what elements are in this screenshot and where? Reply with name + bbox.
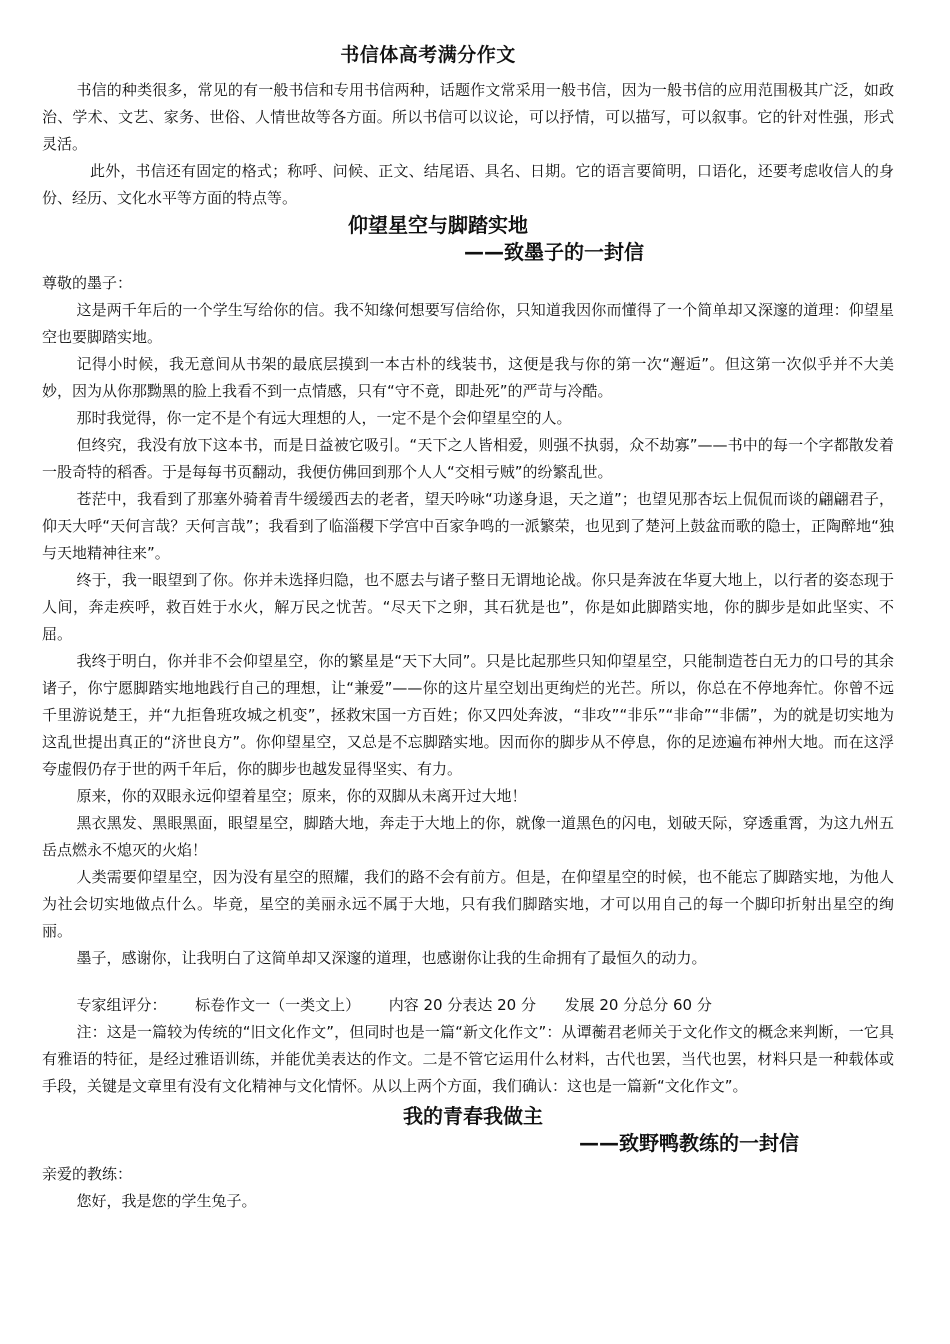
letter1-paragraph: 黑衣黑发、黑眼黑面，眼望星空，脚踏大地，奔走于大地上的你，就像一道黑色的闪电，划破天际，穿透重霄，为这九州五岳点燃永不熄灭的火焰！ <box>42 814 894 859</box>
editor-note: 注：这是一篇较为传统的“旧文化作文”，但同时也是一篇“新文化作文”：从谭蘅君老师关于文化作文的概念来判断，一它具有雅语的特征，是经过雅语训练，并能优美表达的作文。二是不管它运用什么材料，古代也罢，当代也罢，材料只是一种载体或手段，关键是文章里有没有文化精神与文化情怀。从以上两个方面，我们确认：这也是一篇新“文化作文”。 <box>42 1023 894 1095</box>
letter1-paragraph: 那时我觉得，你一定不是个有远大理想的人，一定不是个会仰望星空的人。 <box>76 409 572 427</box>
letter1-paragraph: 但终究，我没有放下这本书，而是日益被它吸引。“天下之人皆相爱，则强不执弱，众不劫寡”——书中的每一个字都散发着一股奇特的稻香。于是每每书页翻动，我便仿佛回到那个人人“交相亏贼”的纷繁乱世。 <box>42 436 894 481</box>
intro-paragraph-2: 此外，书信还有固定的格式；称呼、问候、正文、结尾语、具名、日期。它的语言要简明，口语化，还要考虑收信人的身份、经历、文化水平等方面的特点等。 <box>42 162 894 207</box>
intro-paragraph-1: 书信的种类很多，常见的有一般书信和专用书信两种，话题作文常采用一般书信，因为一般书信的应用范围极其广泛，如政治、学术、文艺、家务、世俗、人情世故等各方面。所以书信可以议论，可以抒情，可以描写，可以叙事。它的针对性强，形式灵活。 <box>42 81 894 153</box>
letter1-paragraph: 苍茫中，我看到了那塞外骑着青牛缓缓西去的老者，望天吟咏“功遂身退，天之道”；也望见那杏坛上侃侃而谈的翩翩君子，仰天大呼“天何言哉？天何言哉”；我看到了临淄稷下学宫中百家争鸣的一派繁荣，也见到了楚河上鼓盆而歌的隐士，正陶醉地“独与天地精神往来”。 <box>42 490 894 562</box>
letter1-paragraph: 记得小时候，我无意间从书架的最底层摸到一本古朴的线装书，这便是我与你的第一次“邂逅”。但这第一次似乎并不大美妙，因为从你那黝黑的脸上我看不到一点情感，只有“守不竟，即赴死”的严苛与冷酷。 <box>42 355 894 400</box>
letter2-title: 我的青春我做主 <box>403 1104 543 1128</box>
letter1-paragraph: 这是两千年后的一个学生写给你的信。我不知缘何想要写信给你，只知道我因你而懂得了一个简单却又深邃的道理：仰望星空也要脚踏实地。 <box>42 301 894 346</box>
letter1-paragraph: 我终于明白，你并非不会仰望星空，你的繁星是“天下大同”。只是比起那些只知仰望星空，只能制造苍白无力的口号的其余诸子，你宁愿脚踏实地地践行自己的理想，让“兼爱”——你的这片星空划出更绚烂的光芒。所以，你总在不停地奔忙。你曾不远千里游说楚王，并“九拒鲁班攻城之机变”，拯救宋国一方百姓；你又四处奔波，“非攻”“非乐”“非命”“非儒”，为的就是切实地为这乱世提出真正的“济世良方”。你仰望星空，又总是不忘脚踏实地。因而你的脚步从不停息，你的足迹遍布神州大地。而在这浮夸虚假仍存于世的两千年后，你的脚步也越发显得坚实、有力。 <box>42 652 894 778</box>
document-title: 书信体高考满分作文 <box>340 44 516 66</box>
letter1-paragraph: 人类需要仰望星空，因为没有星空的照耀，我们的路不会有前方。但是，在仰望星空的时候，也不能忘了脚踏实地，为他人为社会切实地做点什么。毕竟，星空的美丽永远不属于大地，只有我们脚踏实地，才可以用自己的每一个脚印折射出星空的绚丽。 <box>42 868 894 940</box>
letter1-subtitle: ——致墨子的一封信 <box>464 240 644 264</box>
document-page <box>42 40 894 1215</box>
letter1-salutation: 尊敬的墨子： <box>42 274 133 292</box>
letter2-subtitle: ——致野鸭教练的一封信 <box>579 1131 799 1155</box>
letter2-greeting: 您好，我是您的学生兔子。 <box>76 1192 257 1210</box>
letter1-paragraph: 墨子，感谢你，让我明白了这简单却又深邃的道理，也感谢你让我的生命拥有了最恒久的动力。 <box>76 949 707 967</box>
letter1-title: 仰望星空与脚踏实地 <box>348 213 528 237</box>
letter2-salutation: 亲爱的教练： <box>42 1165 133 1183</box>
expert-score: 专家组评分： 标卷作文一（一类文上） 内容 20 分表达 20 分 发展 20 分总分 60 分 <box>76 996 712 1014</box>
letter1-paragraph: 终于，我一眼望到了你。你并未选择归隐，也不愿去与诸子整日无谓地论战。你只是奔波在华夏大地上，以行者的姿态现于人间，奔走疾呼，救百姓于水火，解万民之忧苦。“尽天下之卵，其石犹是也”，你是如此脚踏实地，你的脚步是如此坚实、不屈。 <box>42 571 894 643</box>
spacer <box>42 972 894 992</box>
letter1-paragraph: 原来，你的双眼永远仰望着星空；原来，你的双脚从未离开过大地！ <box>76 787 527 805</box>
